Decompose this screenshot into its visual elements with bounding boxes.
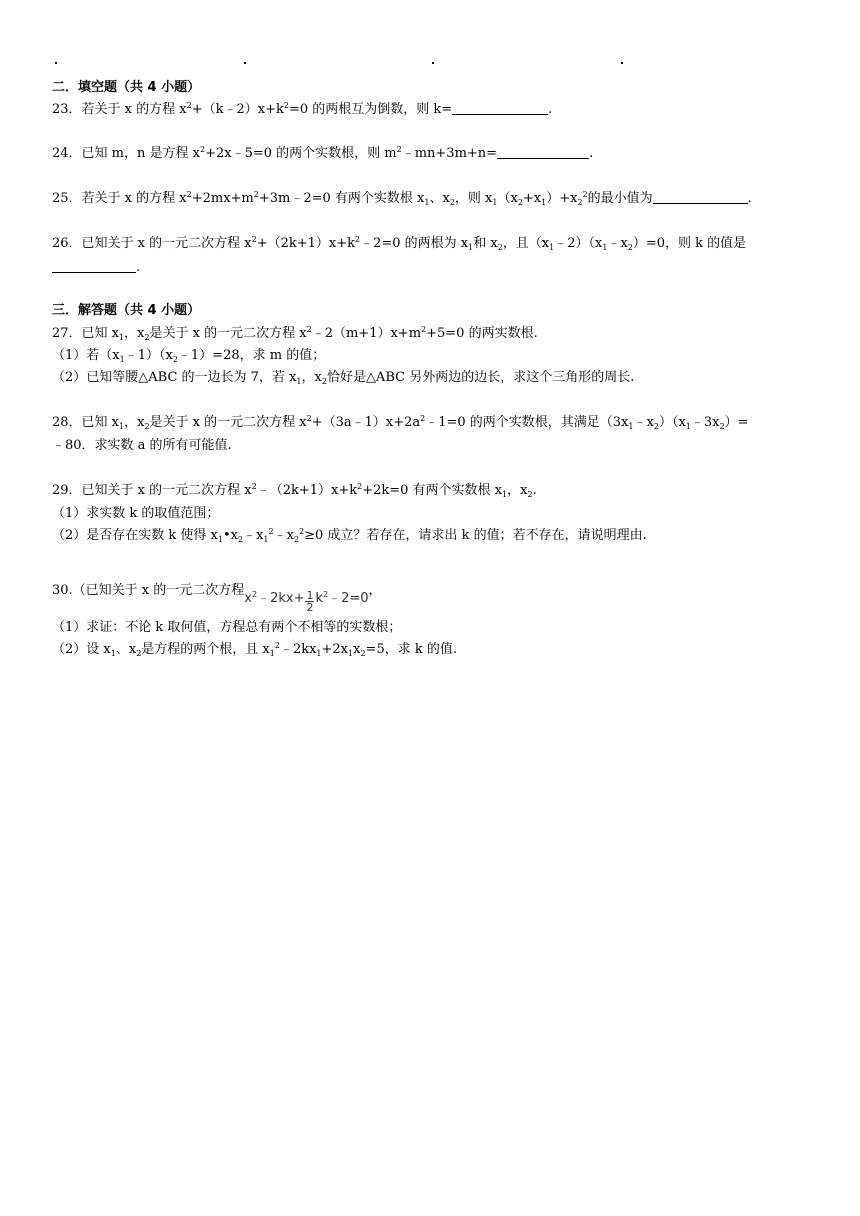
question-30-part-2: （2）设 $x_1$、$x_2$是方程的两个根，且 $x_1^2﹣2kx_1+2x_1x_2=5$，求 k 的值.: [52, 641, 457, 658]
question-27-part-2: （2）已知等腰△ABC 的一边长为 7，若 $x_1$，$x_2$恰好是△ABC 另外两边的边长，求这个三角形的周长.: [52, 370, 635, 386]
section-heading-solve: 三．解答题（共 4 小题）: [52, 303, 201, 318]
question-29: 29．已知关于 x 的一元二次方程 $x^2﹣(2k+1)x+k^2+2k=0$ 有两个实数根 $x_1$，$x_2$.: [52, 482, 537, 499]
question-24: 24．已知 m，n 是方程 $x^2+2x﹣5=0$ 的两个实数根，则 $m^2﹣mn+3m+n=$ .: [52, 145, 594, 161]
answer-blank[interactable]: [497, 146, 589, 159]
question-28-continued: ﹣80．求实数 a 的所有可能值.: [52, 438, 232, 453]
question-23: 23．若关于 x 的方程 $x^2+(k﹣2)x+k^2=0$ 的两根互为倒数，则 k= .: [52, 101, 553, 117]
question-25: 25．若关于 x 的方程 $x^2+2mx+m^2+3m﹣2=0$ 有两个实数根 $x_1$、$x_2$，则 $x_1(x_2+x_1)+x_2^2$的最小值为 .: [52, 190, 752, 207]
question-29-part-1: （1）求实数 k 的取值范围；: [52, 506, 220, 521]
answer-blank[interactable]: [452, 102, 548, 115]
answer-blank[interactable]: [52, 260, 136, 273]
separator-dot: [432, 62, 434, 64]
separator-dot: [244, 62, 246, 64]
equation-image: $x^2﹣2kx+$ $\frac{1}{2}$ $k^2﹣2=0$: [244, 589, 369, 614]
question-27: 27．已知 $x_1$，$x_2$是关于 x 的一元二次方程 $x^2﹣2(m+1)x+m^2+5=0$ 的两实数根.: [52, 325, 538, 342]
separator-dot: [621, 62, 623, 64]
question-28: 28．已知 $x_1$，$x_2$是关于 x 的一元二次方程 $x^2+(3a﹣1)x+2a^2﹣1=0$ 的两个实数根，其满足$(3x_1﹣x_2)(x_1﹣3x_2)=$: [52, 414, 749, 431]
question-29-part-2: （2）是否存在实数 k 使得 $x_1•x_2﹣x_1^2﹣x_2^2\ge 0$ 成立？若存在，请求出 k 的值；若不存在，请说明理由.: [52, 527, 647, 544]
separator-dot: [55, 62, 57, 64]
question-27-part-1: （1）若$(x_1﹣1)(x_2﹣1)=28$，求 m 的值；: [52, 348, 326, 364]
section-heading-fill-in: 二．填空题（共 4 小题）: [52, 80, 201, 95]
answer-blank[interactable]: [653, 191, 748, 204]
fraction-one-half: $\frac{1}{2}$: [306, 589, 314, 614]
question-26: 26．已知关于 x 的一元二次方程 $x^2+(2k+1)x+k^2﹣2=0$ 的两根为 $x_1$和 $x_2$，且$(x_1﹣2)(x_1﹣x_2)=0$，则 k 的值是: [52, 235, 747, 252]
question-26-continued: .: [52, 259, 810, 277]
dotted-separator: [0, 58, 860, 68]
question-30-part-1: （1）求证：不论 k 取何值，方程总有两个不相等的实数根；: [52, 620, 402, 635]
question-30: 30.（已知关于 x 的一元二次方程$x^2﹣2kx+$ $\frac{1}{2}$ $k^2﹣2=0$，: [52, 583, 382, 614]
